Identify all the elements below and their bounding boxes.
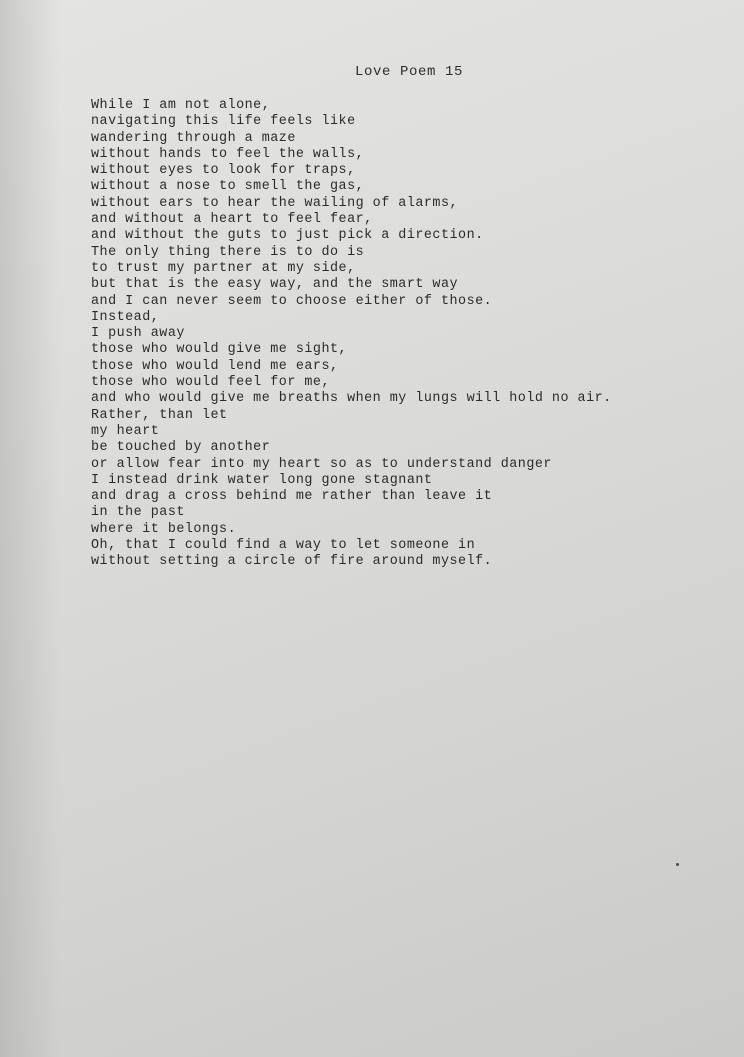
poem-title: Love Poem 15 — [355, 64, 464, 80]
poem-line: those who would feel for me, — [91, 375, 330, 391]
poem-line: but that is the easy way, and the smart way — [91, 277, 459, 293]
poem-line: Oh, that I could find a way to let someone in — [91, 538, 476, 554]
poem-line: and drag a cross behind me rather than leave it — [91, 489, 493, 505]
poem-line: those who would give me sight, — [91, 342, 348, 358]
poem-line: without ears to hear the wailing of alarms, — [91, 195, 459, 211]
paper-speck — [676, 863, 679, 866]
poem-line: Rather, than let — [91, 407, 228, 423]
poem-line: without eyes to look for traps, — [91, 163, 356, 179]
poem-line: The only thing there is to do is — [91, 244, 365, 260]
poem-line: I instead drink water long gone stagnant — [91, 472, 433, 488]
poem-line: in the past — [91, 505, 185, 521]
poem-line: my heart — [91, 423, 160, 439]
poem-line: navigating this life feels like — [91, 114, 356, 130]
poem-body — [91, 98, 612, 571]
poem-line: be touched by another — [91, 440, 271, 456]
poem-line: to trust my partner at my side, — [91, 260, 356, 276]
poem-line: without setting a circle of fire around myself. — [91, 554, 493, 570]
poem-line: and without the guts to just pick a direction. — [91, 228, 484, 244]
poem-line: where it belongs. — [91, 521, 237, 537]
poem-line: or allow fear into my heart so as to understand danger — [91, 456, 552, 472]
poem-line: those who would lend me ears, — [91, 358, 339, 374]
poem-line: and who would give me breaths when my lungs will hold no air. — [91, 391, 612, 407]
poem-line: without hands to feel the walls, — [91, 146, 365, 162]
poem-line: and I can never seem to choose either of those. — [91, 293, 493, 309]
poem-line: without a nose to smell the gas, — [91, 179, 365, 195]
poem-line: I push away — [91, 326, 185, 342]
poem-line: While I am not alone, — [91, 98, 271, 113]
poem-line: Instead, — [91, 309, 160, 325]
poem-line: and without a heart to feel fear, — [91, 212, 373, 228]
poem-line: wandering through a maze — [91, 130, 296, 146]
